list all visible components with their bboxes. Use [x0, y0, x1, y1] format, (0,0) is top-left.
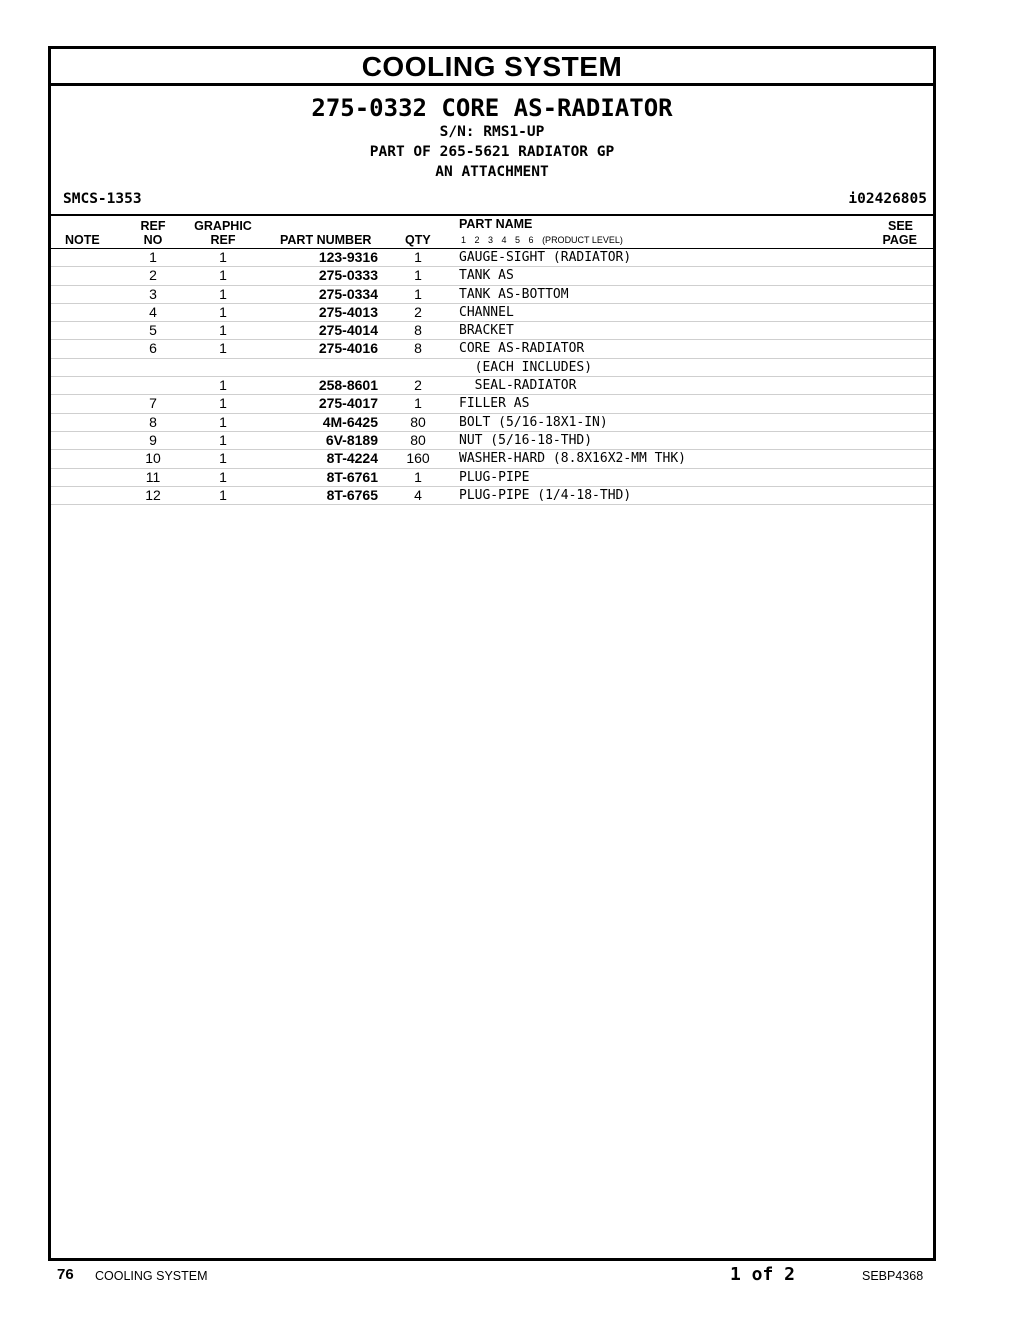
part-number: 275-4017	[318, 395, 378, 412]
ref-number: 12	[145, 486, 161, 503]
ref-number: 11	[145, 468, 161, 485]
table-row	[51, 487, 933, 505]
part-name: BOLT (5/16-18X1-IN)	[459, 414, 608, 430]
header-graphic-bottom: REF	[210, 233, 236, 247]
part-number: 275-0334	[318, 285, 378, 302]
table-row	[51, 414, 933, 432]
graphic-ref: 1	[219, 267, 227, 284]
quantity: 8	[414, 340, 422, 357]
part-name: WASHER-HARD (8.8X16X2-MM THK)	[459, 451, 686, 467]
quantity: 1	[414, 468, 422, 485]
page-frame	[48, 46, 936, 1261]
part-number: 275-4014	[318, 322, 378, 339]
quantity: 1	[414, 285, 422, 302]
column-headers	[51, 214, 933, 249]
quantity: 1	[414, 249, 422, 265]
part-name: GAUGE-SIGHT (RADIATOR)	[459, 250, 632, 265]
graphic-ref: 1	[219, 303, 227, 320]
ref-number: 2	[149, 267, 157, 284]
graphic-ref: 1	[219, 340, 227, 357]
ref-number: 10	[145, 450, 161, 467]
page-of: 1 of 2	[730, 1264, 796, 1285]
product-level-label: (PRODUCT LEVEL)	[542, 235, 623, 245]
smcs-code: SMCS-1353	[63, 191, 142, 207]
header-product-levels	[461, 235, 623, 245]
graphic-ref: 1	[219, 322, 227, 339]
table-row	[51, 322, 933, 340]
section-title: COOLING SYSTEM	[51, 49, 933, 86]
header-qty: QTY	[405, 233, 431, 247]
part-number: 275-4013	[318, 303, 378, 320]
part-name: SEAL-RADIATOR	[459, 378, 577, 394]
part-name: CHANNEL	[459, 304, 514, 320]
quantity: 80	[410, 431, 426, 448]
part-number: 8T-6761	[326, 468, 378, 485]
part-number: 275-0333	[318, 267, 378, 284]
table-row	[51, 469, 933, 487]
ref-number: 7	[149, 395, 157, 412]
table-row	[51, 249, 933, 267]
graphic-ref: 1	[219, 377, 227, 394]
table-row	[51, 377, 933, 395]
quantity: 2	[414, 303, 422, 320]
part-number: 275-4016	[318, 340, 378, 357]
graphic-ref: 1	[219, 450, 227, 467]
attachment-label: AN ATTACHMENT	[435, 164, 549, 180]
table-row	[51, 304, 933, 322]
page-footer	[0, 1264, 1020, 1294]
part-number: 8T-4224	[326, 450, 378, 467]
parent-group: PART OF 265-5621 RADIATOR GP	[369, 144, 615, 160]
header-ref-top: REF	[140, 219, 166, 233]
quantity: 8	[414, 322, 422, 339]
quantity: 1	[414, 267, 422, 284]
part-name: PLUG-PIPE	[459, 469, 530, 485]
graphic-ref: 1	[219, 486, 227, 503]
graphic-ref: 1	[219, 285, 227, 302]
part-number: 258-8601	[318, 377, 378, 394]
product-level-numbers: 1 2 3 4 5 6	[461, 235, 534, 245]
table-row	[51, 395, 933, 413]
quantity: 1	[414, 395, 422, 412]
header-note: NOTE	[65, 233, 100, 247]
quantity: 4	[414, 486, 422, 503]
part-name: NUT (5/16-18-THD)	[459, 432, 593, 448]
group-header	[51, 86, 933, 214]
part-number: 123-9316	[318, 249, 378, 265]
part-number: 8T-6765	[326, 486, 378, 503]
graphic-ref: 1	[219, 413, 227, 430]
ref-number: 9	[149, 431, 157, 448]
ref-number: 8	[149, 413, 157, 430]
part-number: 4M-6425	[322, 413, 378, 430]
header-ref-bottom: NO	[143, 233, 163, 247]
graphic-ref: 1	[219, 431, 227, 448]
table-row	[51, 432, 933, 450]
table-row	[51, 340, 933, 358]
parts-list	[51, 249, 933, 505]
graphic-ref: 1	[219, 249, 227, 265]
header-graphic-top: GRAPHIC	[194, 219, 252, 233]
part-name: CORE AS-RADIATOR	[459, 341, 585, 357]
footer-section: COOLING SYSTEM	[95, 1269, 208, 1283]
table-row	[51, 286, 933, 304]
header-part-number: PART NUMBER	[280, 233, 372, 247]
header-part-name: PART NAME	[459, 217, 533, 231]
graphic-ref: 1	[219, 395, 227, 412]
ref-number: 6	[149, 340, 157, 357]
serial-number-range: S/N: RMS1-UP	[439, 124, 545, 140]
part-name: (EACH INCLUDES)	[459, 359, 593, 375]
graphic-ref: 1	[219, 468, 227, 485]
header-see-top: SEE	[887, 219, 913, 233]
table-row	[51, 359, 933, 377]
quantity: 160	[406, 450, 430, 467]
ref-number: 4	[149, 303, 157, 320]
part-name: TANK AS-BOTTOM	[459, 286, 569, 302]
ref-number: 1	[149, 249, 157, 265]
part-name: PLUG-PIPE (1/4-18-THD)	[459, 487, 632, 503]
ref-number: 3	[149, 285, 157, 302]
quantity: 2	[414, 377, 422, 394]
illustration-id: i02426805	[848, 191, 927, 207]
part-name: FILLER AS	[459, 396, 530, 412]
page-number: 76	[57, 1266, 74, 1283]
part-number: 6V-8189	[325, 431, 378, 448]
ref-number: 5	[149, 322, 157, 339]
document-id: SEBP4368	[862, 1269, 924, 1283]
quantity: 80	[410, 413, 426, 430]
group-title: 275-0332 CORE AS-RADIATOR	[311, 94, 673, 122]
table-row	[51, 450, 933, 468]
part-name: BRACKET	[459, 323, 514, 339]
part-name: TANK AS	[459, 268, 514, 284]
table-row	[51, 267, 933, 285]
header-see-bottom: PAGE	[882, 233, 917, 247]
